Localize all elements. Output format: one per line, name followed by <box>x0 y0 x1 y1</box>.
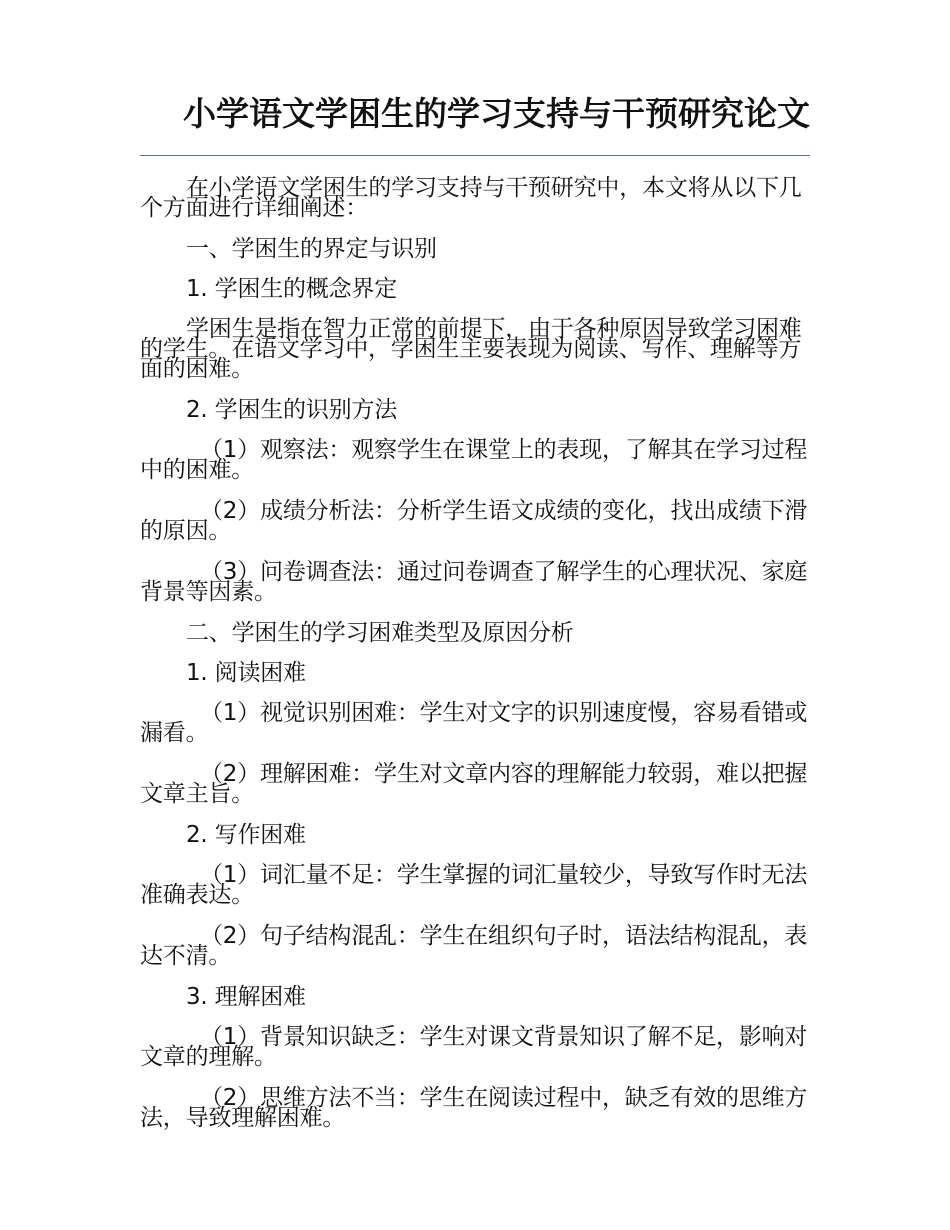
subsection-heading-1-2: 2. 学困生的识别方法 <box>186 397 398 423</box>
list-item-questionnaire: （3）问卷调查法：通过问卷调查了解学生的心理状况、家庭背景等因素。 <box>140 559 808 605</box>
subsection-heading-2-1: 1. 阅读困难 <box>186 660 306 686</box>
list-item-score-analysis: （2）成绩分析法：分析学生语文成绩的变化，找出成绩下滑的原因。 <box>140 498 808 544</box>
subsection-heading-2-3: 3. 理解困难 <box>186 984 306 1010</box>
subsection-heading-2-2: 2. 写作困难 <box>186 822 306 848</box>
list-item-thinking-method: （2）思维方法不当：学生在阅读过程中，缺乏有效的思维方法，导致理解困难。 <box>140 1085 808 1131</box>
list-item-visual-recognition: （1）视觉识别困难：学生对文字的识别速度慢，容易看错或漏看。 <box>140 700 808 746</box>
subsection-heading-1-1: 1. 学困生的概念界定 <box>186 276 398 302</box>
list-item-vocabulary: （1）词汇量不足：学生掌握的词汇量较少，导致写作时无法准确表达。 <box>140 862 808 908</box>
paragraph-definition: 学困生是指在智力正常的前提下，由于各种原因导致学习困难的学生。在语文学习中，学困生主要表现为阅读、写作、理解等方面的困难。 <box>140 316 802 382</box>
paragraph-intro: 在小学语文学困生的学习支持与干预研究中，本文将从以下几个方面进行详细阐述： <box>140 175 802 221</box>
list-item-observation: （1）观察法：观察学生在课堂上的表现，了解其在学习过程中的困难。 <box>140 437 808 483</box>
section-heading-2: 二、学困生的学习困难类型及原因分析 <box>186 620 574 646</box>
section-heading-1: 一、学困生的界定与识别 <box>186 236 437 262</box>
list-item-sentence-structure: （2）句子结构混乱：学生在组织句子时，语法结构混乱，表达不清。 <box>140 923 808 969</box>
document-page <box>140 94 810 1149</box>
list-item-background-knowledge: （1）背景知识缺乏：学生对课文背景知识了解不足，影响对文章的理解。 <box>140 1024 808 1070</box>
document-body <box>140 175 810 1131</box>
document-title: 小学语文学困生的学习支持与干预研究论文 <box>140 100 810 156</box>
list-item-comprehension: （2）理解困难：学生对文章内容的理解能力较弱，难以把握文章主旨。 <box>140 761 808 807</box>
